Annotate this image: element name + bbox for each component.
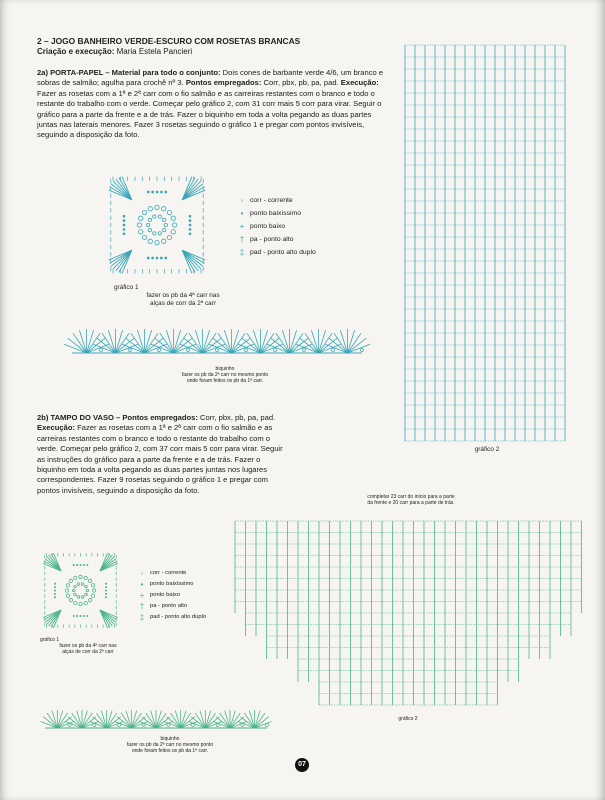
edging-bottom-caption [105, 736, 235, 754]
slip-stitch [160, 191, 163, 194]
double-crochet-icon: † [239, 235, 245, 244]
chain-stitch [162, 229, 165, 232]
chain-stitch [167, 235, 171, 239]
rosette-motif [43, 553, 118, 628]
chart2-bottom-label: gráfico 2 [398, 716, 418, 722]
legend-row [234, 220, 316, 233]
slip-stitch [76, 615, 78, 617]
legend-row [134, 568, 206, 579]
legend-label: ponto baixo [150, 592, 180, 598]
page-title: 2 – JOGO BANHEIRO VERDE-ESCURO COM ROSETAS BRANCAS [37, 36, 301, 46]
chain-stitch [79, 602, 82, 605]
chain-stitch [148, 229, 151, 232]
slip-stitch [151, 191, 154, 194]
edging-top-note-2: onde foram feitos os pb da 1ª carr. [186, 378, 264, 384]
chart1-top-note-2: alças de corr da 2ª carr [150, 300, 216, 307]
chain-stitch [171, 216, 175, 220]
double-crochet-icon: † [139, 602, 145, 611]
chain-stitch [66, 584, 69, 587]
edging-chain-stitch [245, 349, 248, 352]
chain-dot-icon: ◦ [140, 569, 144, 578]
treble-crochet-icon: ‡ [239, 248, 245, 257]
filet-grid-chart-top [400, 40, 575, 440]
chart2-bottom-note-1: completar 23 carr do início para a parte [367, 494, 455, 500]
edging-fan-stitch [79, 330, 86, 353]
legend-row [234, 207, 316, 220]
chain-stitch [153, 215, 156, 218]
chain-stitch [162, 218, 165, 221]
chart1-bottom-label: gráfico 1 [40, 637, 60, 643]
legend-label: ponto baixíssimo [250, 210, 302, 217]
chain-stitch [164, 223, 167, 226]
slip-stitch [123, 224, 126, 227]
edging-chain-stitch [274, 349, 277, 352]
edging-chain-stitch [100, 349, 103, 352]
slip-stitch [164, 257, 167, 260]
slip-stitch [156, 191, 159, 194]
edging-chain-stitch [332, 349, 335, 352]
section-a-execution-label: Execução: [340, 78, 379, 88]
chain-stitch [74, 593, 77, 596]
chart1-bottom-note-1: fazer os pb da 4ª carr nas [59, 643, 117, 649]
slip-stitch [123, 232, 126, 235]
slip-stitch [105, 589, 107, 591]
edging-fan-stitch [87, 330, 94, 353]
edging-motif [64, 329, 370, 353]
chain-stitch [153, 232, 156, 235]
chain-stitch [162, 239, 166, 243]
legend-row [134, 579, 206, 590]
chain-stitch [74, 585, 77, 588]
slip-stitch [189, 232, 192, 235]
chain-stitch [81, 583, 84, 586]
edging-fan-stitch [253, 330, 260, 353]
section-a-material: Dois cones de barbante verde 4/6, um branco e sobras de salmão; agulha para crochê nº 3. [37, 68, 384, 88]
chart1-top-caption [108, 284, 258, 308]
section-b-text [37, 413, 285, 496]
chart1-top-note-1: fazer os pb da 4ª carr nas [146, 292, 220, 299]
legend-label: ponto baixíssimo [150, 581, 194, 587]
edging-fan-stitch [166, 330, 173, 353]
legend-label: pa - ponto alto [250, 236, 294, 243]
legend-label: corr - corrente [150, 570, 187, 576]
slip-stitch-icon: • [240, 209, 244, 218]
chain-stitch [147, 223, 150, 226]
stitch-legend-top [234, 194, 316, 259]
chart1-bottom-note-2: alças de corr da 2ª carr [62, 649, 114, 655]
slip-stitch [54, 586, 56, 588]
legend-row [234, 233, 316, 246]
slip-stitch [123, 228, 126, 231]
legend-row [234, 246, 316, 259]
slip-stitch [79, 564, 81, 566]
slip-stitch [123, 215, 126, 218]
edging-top-note-1: fazer os pb da 2ª carr no mesmo ponto [181, 372, 269, 378]
edging-motif [41, 710, 272, 728]
chart2-bottom-note-2: da frente e 20 carr para a parte de trás. [367, 500, 455, 506]
chain-stitch [155, 205, 159, 209]
slip-stitch [189, 215, 192, 218]
edging-chain-stitch [158, 349, 161, 352]
slip-stitch [86, 615, 88, 617]
legend-row [234, 194, 316, 207]
chain-stitch [171, 230, 175, 234]
chart1-bottom-caption [40, 637, 136, 655]
rosette-chart-top [102, 170, 212, 280]
slip-stitch [86, 564, 88, 566]
chain-stitch [69, 598, 72, 601]
chain-dot-icon: ◦ [240, 196, 244, 205]
slip-stitch [147, 257, 150, 260]
legend-label: pad - ponto alto duplo [150, 614, 207, 620]
slip-stitch [147, 191, 150, 194]
slip-stitch [79, 615, 81, 617]
chain-stitch [69, 579, 72, 582]
edging-top-caption [150, 366, 300, 384]
edging-chain-stitch [266, 724, 269, 727]
slip-stitch [54, 589, 56, 591]
legend-label: pa - ponto alto [150, 603, 188, 609]
slip-stitch [151, 257, 154, 260]
chain-stitch [85, 593, 88, 596]
chain-stitch [72, 589, 75, 592]
section-a-execution: Fazer as rosetas com a 1ª e 2ª carr com o fio salmão e as carreiras restantes com o branco e todo o restante do trabalho com o verde. Começar pelo gráfico 2, com 31 corr mais 5 corr para virar. Seguir o gráfico para a parte da frente e a de trás. Fazer o biquinho em toda a volta pegando as duas partes juntas nas laterais menores. Fazer 3 rosetas seguindo o gráfico 1 e pregar com pontos invisíveis, seguindo a disposição da foto. [37, 88, 382, 140]
legend-label: pad - ponto alto duplo [250, 249, 316, 256]
slip-stitch [54, 593, 56, 595]
rosette-chart-bottom [38, 548, 123, 633]
slip-stitch [83, 615, 85, 617]
edging-fan-stitch [290, 330, 297, 353]
chain-stitch [74, 576, 77, 579]
edging-chain-stitch [303, 349, 306, 352]
edging-chain-stitch [361, 349, 364, 352]
edging-fan-stitch [232, 330, 239, 353]
chain-stitch [88, 598, 91, 601]
slip-stitch [105, 586, 107, 588]
chain-stitch [92, 589, 95, 592]
slip-stitch [105, 593, 107, 595]
credit-line [37, 47, 192, 57]
chart2-bottom-note [336, 494, 486, 506]
slip-stitch [189, 219, 192, 222]
edging-chain-stitch [129, 349, 132, 352]
edging-fan-stitch [340, 330, 347, 353]
section-a-stitches: Corr, pbx, pb, pa, pad. [263, 78, 339, 88]
chain-stitch [81, 596, 84, 599]
edging-top-label: biquinho [215, 366, 235, 372]
edging-fan-stitch [224, 330, 231, 353]
chain-stitch [74, 601, 77, 604]
section-b-execution: Fazer as rosetas com a 1ª e 2ª carr com o fio salmão e as carreiras restantes com o branco e todo o restante do trabalho com o verde. Começar pelo gráfico 2, com 37 corr mais 5 corr para virar. Seguir as instruções do gráfico para a parte da frente e a de trás. Fazer o biquinho em toda a volta pegando as duas partes juntas nos lugares correspondentes. Fazer 9 rosetas seguindo o gráfico 1 e pregar com pontos invisíveis, seguindo a disposição da foto. [37, 423, 283, 495]
chain-stitch [84, 576, 87, 579]
grid-motif [235, 521, 582, 705]
chart2-top-label: gráfico 2 [474, 446, 500, 453]
slip-stitch [123, 219, 126, 222]
chain-stitch [137, 223, 141, 227]
edging-fan-stitch [348, 330, 355, 353]
slip-stitch [73, 615, 75, 617]
edging-fan-stitch [261, 330, 268, 353]
slip-stitch [83, 564, 85, 566]
slip-stitch [189, 228, 192, 231]
edging-bottom-label: biquinho [160, 736, 180, 742]
chart1-top-label: gráfico 1 [114, 284, 139, 291]
section-b-stitches: Corr, pbx, pb, pa, pad. [200, 413, 276, 422]
edging-chart-top [72, 326, 362, 356]
edging-bottom-note-2: onde foram feitos os pb da 1ª carr. [131, 748, 209, 754]
section-a-text [37, 68, 389, 141]
chain-stitch [155, 240, 159, 244]
legend-row [134, 590, 206, 601]
section-a-stitches-label: Pontos empregados: [185, 78, 262, 88]
single-crochet-icon: + [139, 591, 145, 600]
chain-stitch [91, 594, 94, 597]
treble-crochet-icon: ‡ [139, 613, 145, 622]
chain-stitch [167, 210, 171, 214]
section-a-heading: 2a) PORTA-PAPEL – Material para todo o conjunto: [37, 68, 221, 77]
legend-row [134, 601, 206, 612]
chain-stitch [77, 583, 80, 586]
credit-name: Maria Estela Pancieri [116, 47, 193, 56]
chain-stitch [88, 579, 91, 582]
slip-stitch [76, 564, 78, 566]
slip-stitch [160, 257, 163, 260]
page-number: 07 [295, 758, 309, 772]
chain-stitch [158, 215, 161, 218]
slip-stitch [105, 596, 107, 598]
slip-stitch [156, 257, 159, 260]
chain-stitch [142, 210, 146, 214]
slip-stitch [189, 224, 192, 227]
edging-chart-bottom [45, 707, 267, 731]
edging-fan-stitch [116, 330, 123, 353]
chain-stitch [142, 235, 146, 239]
chain-stitch [148, 218, 151, 221]
slip-stitch-icon: • [140, 580, 144, 589]
chain-stitch [91, 584, 94, 587]
edging-fan-stitch [68, 338, 87, 353]
slip-stitch [105, 583, 107, 585]
filet-grid-chart-bottom [225, 513, 585, 713]
edging-fan-stitch [137, 330, 144, 353]
chain-stitch [65, 589, 68, 592]
chain-stitch [139, 216, 143, 220]
edging-fan-stitch [203, 330, 210, 353]
chain-stitch [86, 589, 89, 592]
credit-label: Criação e execução: [37, 47, 115, 56]
chain-stitch [158, 232, 161, 235]
slip-stitch [73, 564, 75, 566]
edging-fan-stitch [311, 330, 318, 353]
single-crochet-icon: + [239, 222, 245, 231]
section-b-heading: 2b) TAMPO DO VASO – Pontos empregados: [37, 413, 198, 422]
edging-fan-stitch [319, 330, 326, 353]
chain-stitch [77, 596, 80, 599]
chain-stitch [85, 585, 88, 588]
chain-stitch [66, 594, 69, 597]
edging-fan-stitch [195, 330, 202, 353]
legend-label: ponto baixo [250, 223, 286, 230]
stitch-legend-bottom [134, 568, 206, 623]
legend-label: corr - corrente [250, 197, 293, 204]
chain-stitch [84, 601, 87, 604]
grid-motif [405, 45, 565, 441]
chain-stitch [148, 207, 152, 211]
section-b-execution-label: Execução: [37, 423, 75, 433]
slip-stitch [54, 583, 56, 585]
edging-fan-stitch [282, 330, 289, 353]
chain-stitch [162, 207, 166, 211]
chain-stitch [139, 230, 143, 234]
edging-bottom-note-1: fazer os pb da 2ª carr no mesmo ponto [126, 742, 214, 748]
edging-chain-stitch [187, 349, 190, 352]
edging-fan-stitch [174, 330, 181, 353]
edging-fan-stitch [108, 330, 115, 353]
legend-row [134, 612, 206, 623]
chain-stitch [79, 575, 82, 578]
edging-fan-stitch [145, 330, 152, 353]
slip-stitch [164, 191, 167, 194]
edging-chain-stitch [216, 349, 219, 352]
chain-stitch [172, 223, 176, 227]
rosette-motif [109, 177, 206, 274]
slip-stitch [54, 596, 56, 598]
chain-stitch [148, 239, 152, 243]
